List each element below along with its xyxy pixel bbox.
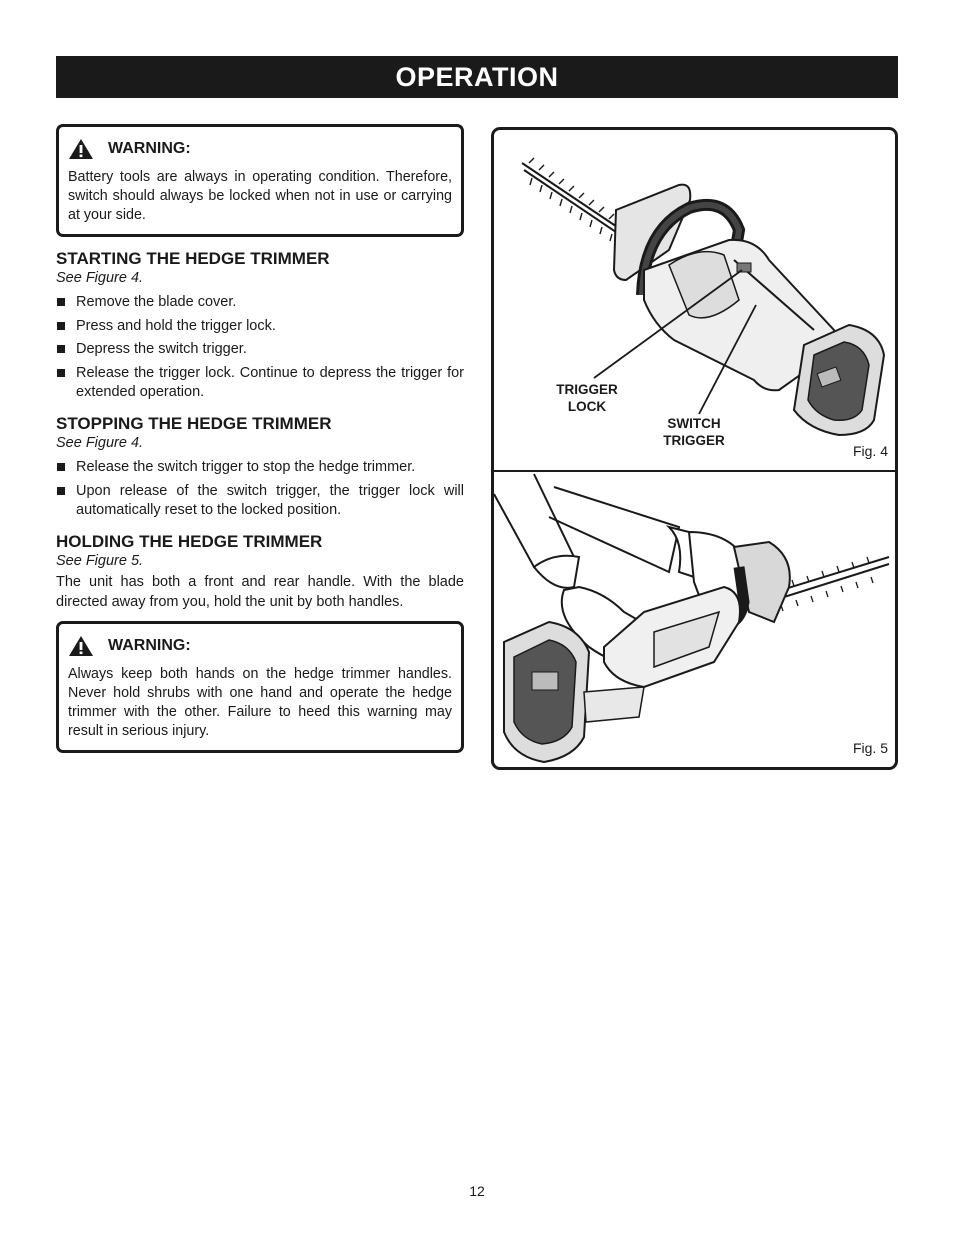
warning-box-handles [56, 621, 464, 753]
warning-title: WARNING: [108, 637, 191, 654]
list-item: Release the trigger lock. Continue to depress the trigger for extended operation. [56, 364, 464, 402]
warning-text: Always keep both hands on the hedge trimmer handles. Never hold shrubs with one hand and operate the hedge trimmer with the other. Failure to heed this warning may result in serious injury. [68, 666, 452, 739]
see-figure-ref: See Figure 4. [56, 435, 144, 451]
page-number: 12 [469, 1183, 485, 1199]
list-item: Release the switch trigger to stop the hedge trimmer. [56, 458, 464, 477]
section-title-stopping: STOPPING THE HEDGE TRIMMER [56, 414, 332, 433]
stopping-steps-list [56, 458, 464, 520]
see-figure-ref: See Figure 4. [56, 270, 144, 286]
see-figure-ref: See Figure 5. [56, 553, 144, 569]
starting-steps-list [56, 293, 464, 402]
warning-header [68, 636, 452, 656]
hands-holding-trimmer-illustration-fig5 [494, 472, 895, 770]
bullet-square-icon [57, 369, 65, 377]
list-item: Press and hold the trigger lock. [56, 317, 464, 336]
section-title-starting: STARTING THE HEDGE TRIMMER [56, 249, 330, 268]
warning-box-battery [56, 124, 464, 237]
bullet-square-icon [57, 345, 65, 353]
list-item: Depress the switch trigger. [56, 340, 464, 359]
warning-text: Battery tools are always in operating condition. Therefore, switch should always be locked when not in use or carrying at your side. [68, 169, 452, 223]
bullet-square-icon [57, 298, 65, 306]
list-item: Upon release of the switch trigger, the trigger lock will automatically reset to the locked position. [56, 482, 464, 520]
list-item: Remove the blade cover. [56, 293, 464, 312]
warning-triangle-icon [68, 635, 94, 657]
bullet-square-icon [57, 487, 65, 495]
warning-title: WARNING: [108, 140, 191, 157]
section-title-holding: HOLDING THE HEDGE TRIMMER [56, 532, 323, 551]
callout-trigger-lock: TRIGGER LOCK [556, 382, 618, 414]
bullet-square-icon [57, 463, 65, 471]
figure-caption-5: Fig. 5 [852, 740, 888, 756]
warning-header [68, 139, 452, 159]
bullet-square-icon [57, 322, 65, 330]
figure-caption-4: Fig. 4 [852, 443, 888, 459]
page-title: OPERATION [56, 56, 898, 98]
callout-switch-trigger: SWITCH TRIGGER [663, 416, 725, 448]
left-column [56, 124, 464, 753]
holding-paragraph: The unit has both a front and rear handle. With the blade directed away from you, hold the unit by both handles. [56, 574, 464, 610]
figures-panel [491, 127, 898, 770]
warning-triangle-icon [68, 138, 94, 160]
